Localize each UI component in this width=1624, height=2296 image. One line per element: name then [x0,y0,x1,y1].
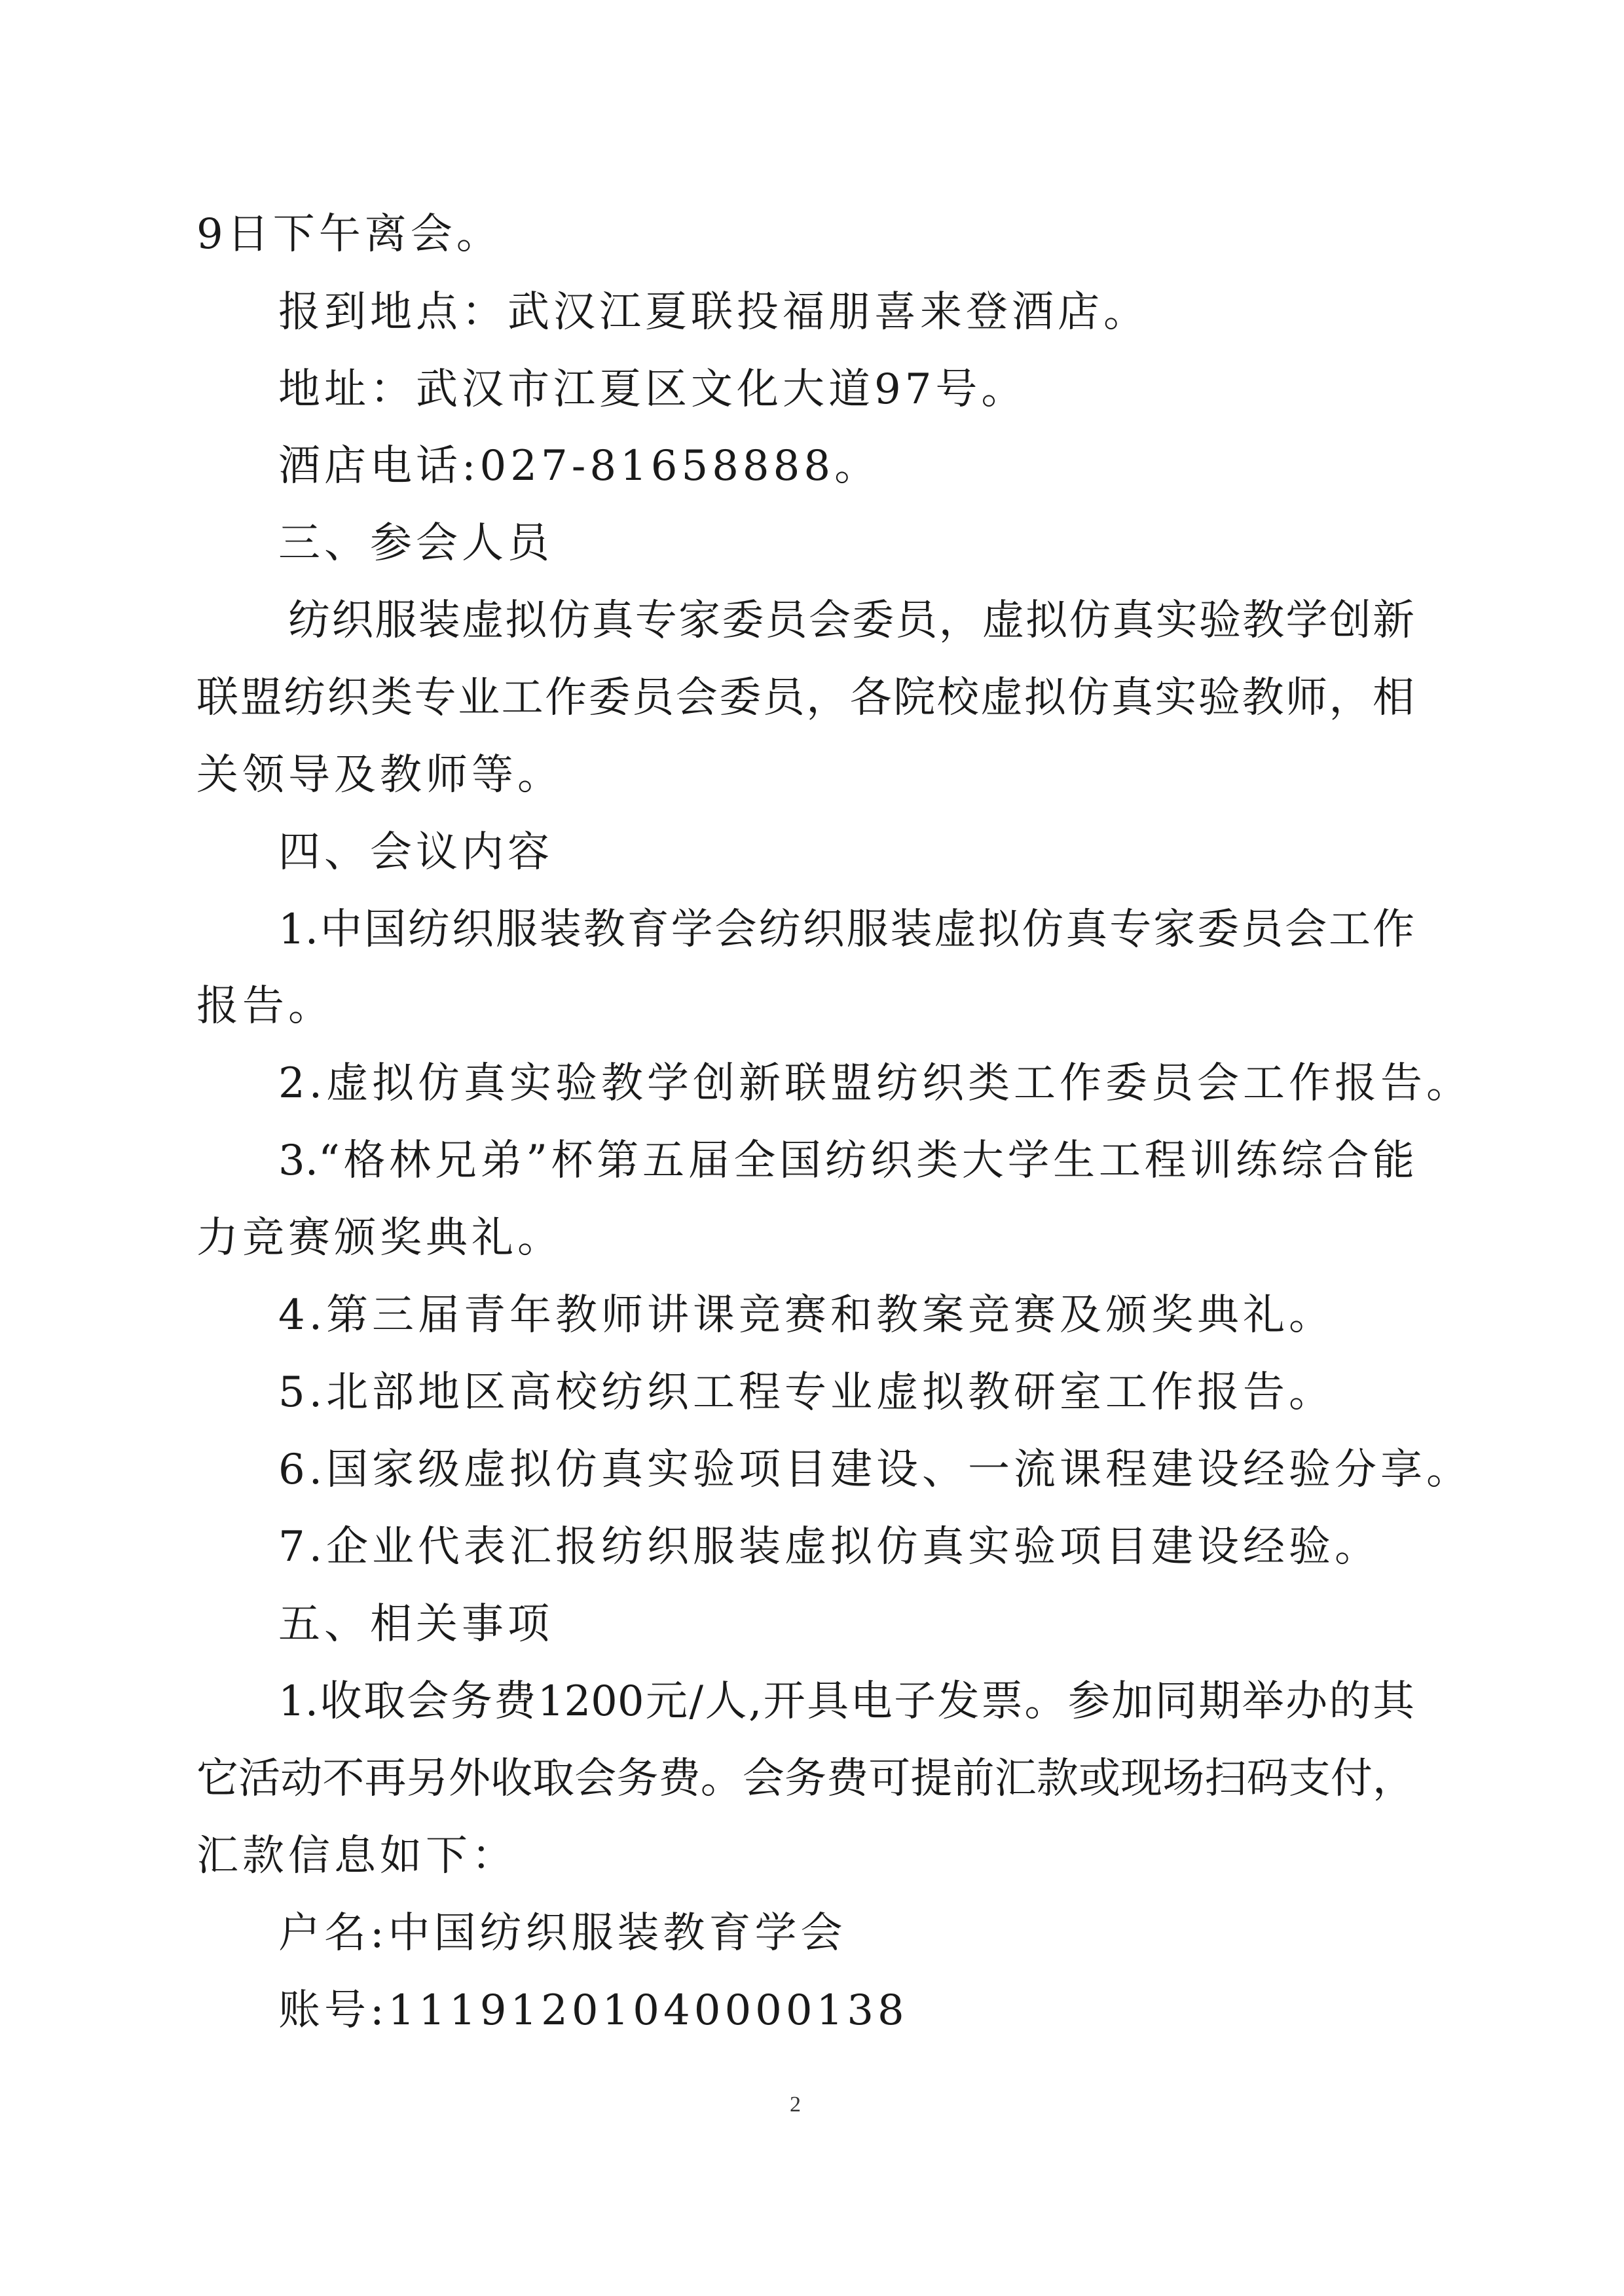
section-heading-attendees: 三、参会人员 [278,519,553,568]
agenda-item-4: 4.第三届青年教师讲课竞赛和教案竞赛及颁奖典礼。 [278,1291,1335,1339]
agenda-item-7: 7.企业代表汇报纺织服装虚拟仿真实验项目建设经验。 [278,1523,1381,1571]
account-name: 户名:中国纺织服装教育学会 [278,1909,847,1958]
agenda-item-2: 2.虚拟仿真实验教学创新联盟纺织类工作委员会工作报告。 [278,1059,1473,1108]
agenda-item-1-continued: 报告。 [196,982,334,1030]
body-line-attendees-1: 纺织服装虚拟仿真专家委员会委员，虚拟仿真实验教学创新 [288,596,1414,645]
body-line-registration-location: 报到地点：武汉江夏联投福朋喜来登酒店。 [278,288,1149,337]
body-line-attendees-3: 关领导及教师等。 [196,751,563,799]
body-line-address: 地址：武汉市江夏区文化大道97号。 [278,365,1027,414]
body-line-hotel-phone: 酒店电话:027-81658888。 [278,442,881,490]
section-heading-related-matters: 五、相关事项 [278,1600,553,1649]
related-item-1-remittance-intro: 汇款信息如下： [196,1832,517,1880]
agenda-item-6: 6.国家级虚拟仿真实验项目建设、一流课程建设经验分享。 [278,1446,1473,1494]
agenda-item-3-continued: 力竞赛颁奖典礼。 [196,1214,563,1262]
account-number: 账号:11191201040000138 [278,1986,908,2035]
related-item-1: 1.收取会务费1200元/人,开具电子发票。参加同期举办的其 [278,1677,1414,1726]
related-item-1-continued: 它活动不再另外收取会务费。会务费可提前汇款或现场扫码支付， [196,1755,1414,1803]
body-line-attendees-2: 联盟纺织类专业工作委员会委员，各院校虚拟仿真实验教师，相 [196,674,1414,722]
agenda-item-5: 5.北部地区高校纺织工程专业虚拟教研室工作报告。 [278,1368,1335,1417]
body-line-continuation: 9日下午离会。 [196,210,502,259]
agenda-item-3: 3.“格林兄弟”杯第五届全国纺织类大学生工程训练综合能 [278,1137,1414,1185]
agenda-item-1: 1.中国纺织服装教育学会纺织服装虚拟仿真专家委员会工作 [278,905,1414,954]
page-number: 2 [790,2092,801,2117]
section-heading-agenda: 四、会议内容 [278,828,553,877]
